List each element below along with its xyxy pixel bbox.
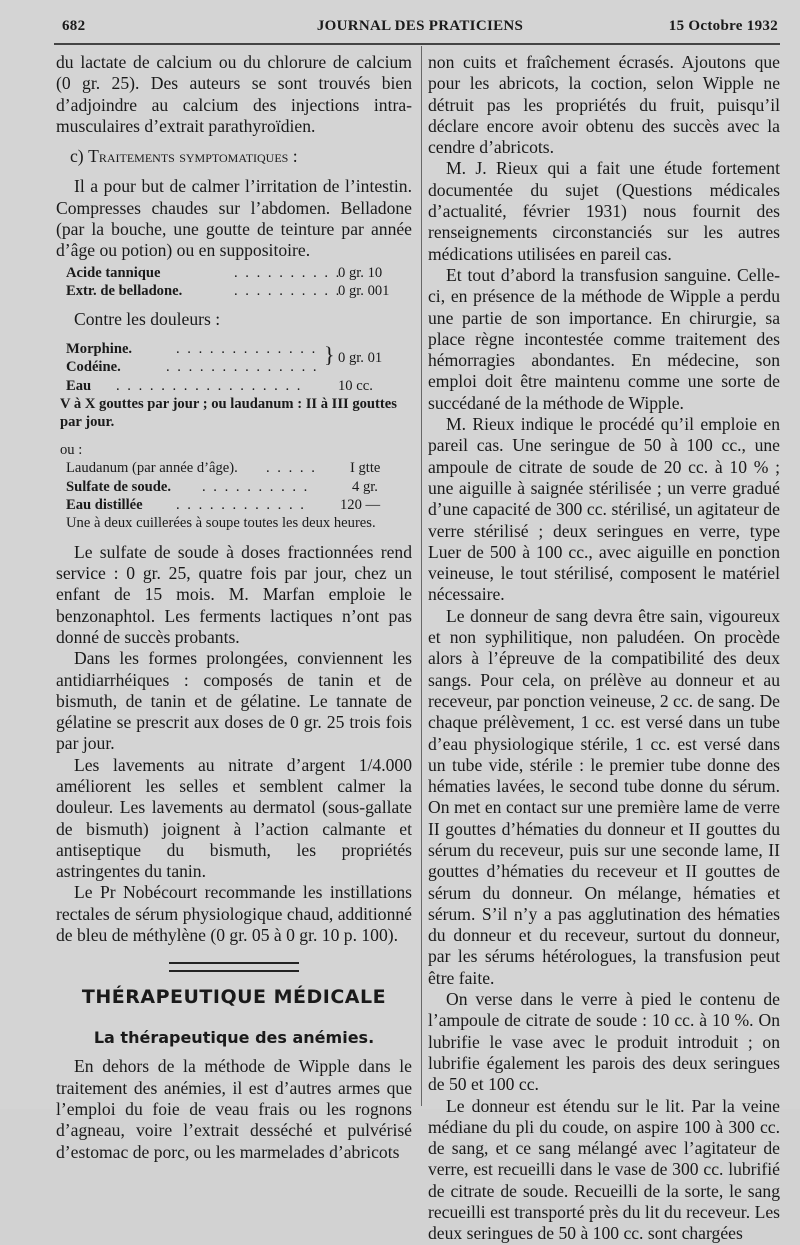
rx-quantity: 0 gr. 10 bbox=[338, 264, 383, 281]
article-title: La thérapeutique des anémies. bbox=[93, 1028, 375, 1048]
section-separator bbox=[169, 962, 299, 972]
rx-leader: . . . . . . . . . . . . bbox=[176, 496, 306, 513]
right-column bbox=[428, 52, 780, 1245]
rx-item-name: Laudanum (par année d’âge). bbox=[66, 460, 238, 477]
left-column bbox=[56, 52, 412, 1163]
prescription-3 bbox=[56, 459, 412, 533]
rx-line bbox=[56, 459, 412, 477]
rx-quantity: 0 gr. 001 bbox=[338, 283, 390, 300]
paragraph-apricots: non cuits et fraîchement écrasés. Ajoutons que pour les abricots, la coction, selon Wipple ne détruit pas les propriétés du fruit, puisqu’il déclare encore avoir obtenu des succès avec la cendre d’abricots. bbox=[428, 52, 780, 158]
brace-glyph: } bbox=[324, 342, 335, 368]
rx-line bbox=[56, 282, 412, 300]
rx-shared-quantity: 0 gr. 01 bbox=[338, 350, 383, 367]
rx-line bbox=[56, 264, 412, 282]
paragraph-procedure: M. Rieux indique le procédé qu’il emploie en pareil cas. Une seringue de 50 à 100 cc., une ampoule de citrate de soude de 20 cc. à 10 % ; une aiguille à saignée stérilisée ; un verre gradué d’une capacité de 300 cc. stérilisé, un agitateur de verre stérilisé ; deux seringues en verre, type Luer de 500 à 100 cc., avec aiguille en ponction veineuse, le tout stérilisé, composent le matériel nécessaire. bbox=[428, 414, 780, 605]
rx-leader: . . . . . . . . . . . . . . bbox=[166, 359, 319, 376]
rx-item-name: Morphine. bbox=[66, 340, 133, 357]
paragraph-donor: Le donneur de sang devra être sain, vigoureux et non syphilitique, non paludéen. On procède alors à l’épreuve de la compatibilité des deux sangs. Pour cela, on prélève au donneur et au receveur, par ponction veineuse, 2 cc. de sang. De chaque prélèvement, 1 cc. est versé dans un tube d’eau physiologique stérile, 1 cc. est versé dans un tube vide, stérile : le premier tube donne des hématies lavées, le second tube donne du sérum. On met en contact sur une première lame de verre II gouttes d’hématies du donneur et II gouttes du sérum du receveur, puis sur une seconde lame, II gouttes d’hématies du receveur et II gouttes de sérum du donneur. On mélange, hématies et sérum. S’il n’y a pas agglutination des hématies du donneur et du receveur, surtout du donneur, par les sérums hétérologues, la transfusion peut être faite. bbox=[428, 605, 780, 988]
rx-item-name: Sulfate de soude. bbox=[66, 478, 172, 495]
pain-heading: Contre les douleurs : bbox=[74, 309, 221, 330]
rx-quantity: 120 — bbox=[340, 496, 381, 513]
or-label: ou : bbox=[60, 441, 83, 458]
rx-leader: . . . . . . . . . . . . . . . . . bbox=[116, 377, 303, 394]
prescription-1 bbox=[56, 264, 412, 301]
rx-note: Une à deux cuillerées à soupe toutes les deux heures. bbox=[66, 515, 376, 532]
section-title: THÉRAPEUTIQUE MÉDICALE bbox=[81, 986, 387, 1009]
paragraph-anemias-intro: En dehors de la méthode de Wipple dans le traitement des anémies, il est d’autres armes que l’emploi du foie de veau frais ou les rognons d’agneau, voire l’extrait desséché et pulvérisé d’estomac de porc, ou les marmelades d’abricots bbox=[56, 1056, 412, 1162]
rx-note: V à X gouttes par jour ; ou laudanum : II à III gouttes par jour. bbox=[60, 395, 397, 431]
heading-text: Traitements symptomatiques : bbox=[88, 146, 298, 167]
heading-prefix: c) bbox=[70, 146, 89, 167]
rx-item-name: Eau bbox=[66, 377, 92, 394]
paragraph-transfusion: Et tout d’abord la transfusion sanguine. Celle-ci, en présence de la méthode de Wipple a perdu une partie de son importance. En chirurgie, sa place règne incontestée comme traitement des hémorragies abondantes. En médecine, son emploi doit être maintenu comme une sorte de succédané de la méthode de Wipple. bbox=[428, 264, 780, 413]
rx-leader: . . . . . bbox=[266, 460, 317, 477]
paragraph-sulfate: Le sulfate de soude à doses fractionnées rend service : 0 gr. 25, quatre fois par jour, chez un enfant de 15 mois. M. Marfan emploie le benzonaphtol. Les ferments lactiques n’ont pas donné de succès probants. bbox=[56, 541, 412, 647]
header-rule bbox=[54, 43, 780, 45]
paragraph-enemas: Les lavements au nitrate d’argent 1/4.000 améliorent les selles et semblent calmer la douleur. Les lavements au dermatol (sous-gallate de bismuth) joignent à l’action calmante et antiseptique du bismuth, les propriétés astringentes du tanin. bbox=[56, 754, 412, 882]
rx-line bbox=[56, 377, 412, 395]
rx-line bbox=[56, 478, 412, 496]
rx-item-name: Extr. de belladone. bbox=[66, 283, 183, 300]
paragraph-rieux-study: M. J. Rieux qui a fait une étude fortement documentée du sujet (Questions médicales d’actualité, février 1931) nous fournit des renseignements circonstanciés sur les autres médications utilisées en pareil cas. bbox=[428, 158, 780, 264]
rx-item-name: Codéine. bbox=[66, 359, 121, 376]
rx-leader: . . . . . . . . . . bbox=[202, 478, 310, 495]
issue-date: 15 Octobre 1932 bbox=[668, 18, 778, 34]
rx-item-name: Eau distillée bbox=[66, 496, 143, 513]
rx-quantity: I gtte bbox=[350, 460, 381, 477]
prescription-2 bbox=[56, 340, 412, 432]
rx-leader: . . . . . . . . . . . . . bbox=[176, 340, 318, 357]
page-number: 682 bbox=[62, 18, 86, 34]
rx-item-name: Acide tannique bbox=[66, 264, 161, 281]
paragraph-intestine: Il a pour but de calmer l’irritation de l’intestin. Compresses chaudes sur l’abdomen. Belladone (par la bouche, une goutte de teinture par année d’âge ou potion) ou en suppositoire. bbox=[56, 176, 412, 261]
paragraph-collection: Le donneur est étendu sur le lit. Par la veine médiane du pli du coude, on aspire 100 à 300 cc. de sang, et ce sang mélangé avec l’agitateur de verre, est recueilli dans le vase de 300 cc. lubrifié de citrate de soude. Recueilli de la sorte, le sang recueilli est transporté près du lit du receveur. Les deux seringues de 50 à 100 cc. sont chargées bbox=[428, 1095, 780, 1244]
rx-line bbox=[56, 496, 412, 514]
rx-quantity: 10 cc. bbox=[338, 377, 373, 394]
running-header bbox=[62, 16, 778, 38]
journal-title: JOURNAL DES PRATICIENS bbox=[316, 18, 524, 34]
column-divider bbox=[421, 46, 422, 1106]
rx-leader: . . . . . . . . . . bbox=[234, 264, 342, 281]
rx-leader: . . . . . . . . . . bbox=[234, 283, 342, 300]
heading-symptomatic-treatments bbox=[56, 146, 412, 167]
paragraph-calcium: du lactate de calcium ou du chlorure de calcium (0 gr. 25). Des auteurs se sont trouvés bien d’adjoindre au calcium des injections intra-musculaires d’extrait parathyroïdien. bbox=[56, 52, 412, 136]
paragraph-citrate: On verse dans le verre à pied le contenu de l’ampoule de citrate de soude : 10 cc. à 10 %. On lubrifie le vase avec le produit introduit ; on lubrifie également les parois des deux seringues de 50 et 100 cc. bbox=[428, 989, 780, 1095]
paragraph-prolonged-forms: Dans les formes prolongées, conviennent les antidiarrhéiques : composés de tanin et de bismuth, de tanin et de gélatine. Le tannate de gélatine se prescrit aux doses de 0 gr. 25 trois fois par jour. bbox=[56, 648, 412, 754]
rx-quantity: 4 gr. bbox=[352, 478, 378, 495]
paragraph-nobecourt: Le Pr Nobécourt recommande les instillations rectales de sérum physiologique chaud, additionné de bleu de méthylène (0 gr. 05 à 0 gr. 10 p. 100). bbox=[56, 882, 412, 946]
